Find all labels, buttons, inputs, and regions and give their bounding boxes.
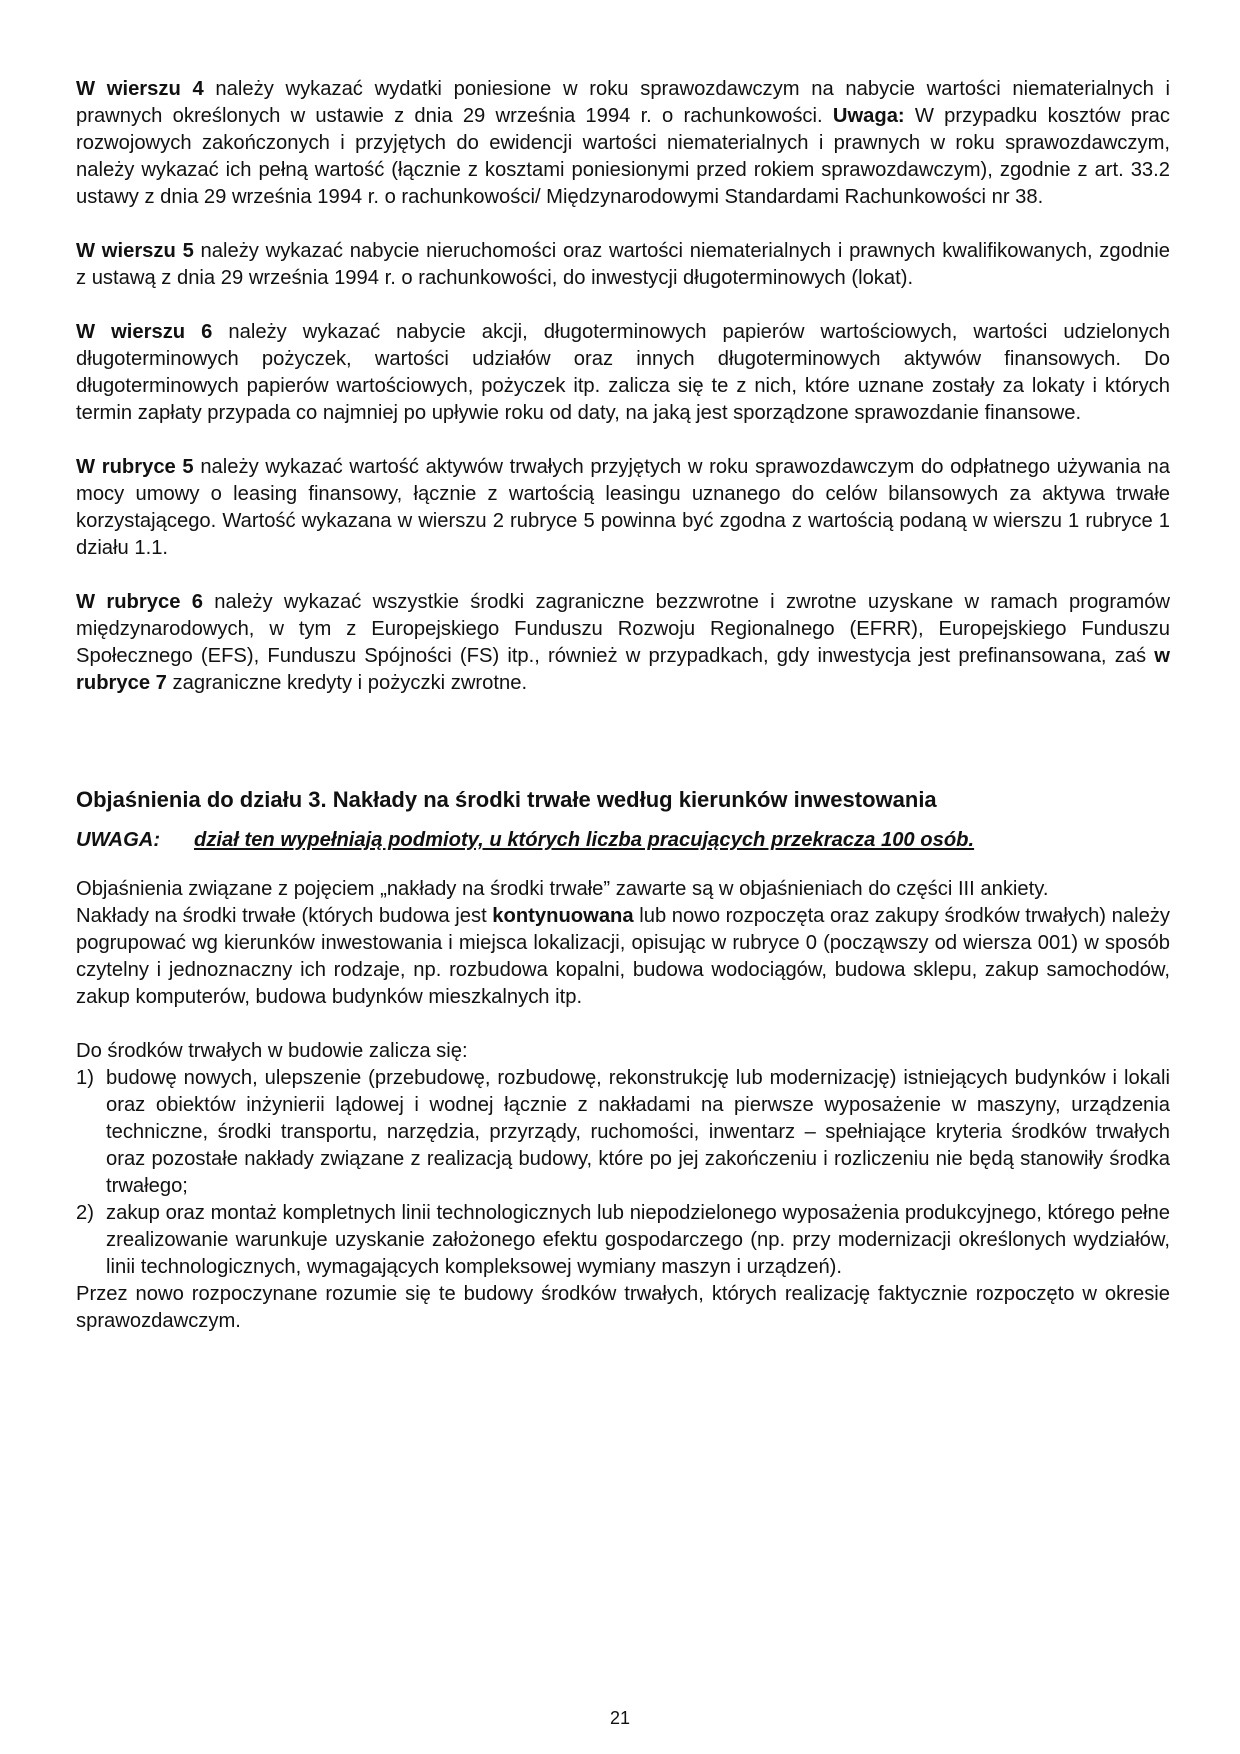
page-content [76,76,1170,1335]
paragraph-text: należy wykazać wydatki poniesione w roku sprawozdawczym na nabycie wartości niematerialnych i prawnych określonych w ustawie z dnia 29 września 1994 r. o rachunkowości. [76,78,1170,127]
uwaga-note [76,827,1170,854]
uwaga-note-label: UWAGA: [76,829,161,851]
paragraph-list-intro: Do środków trwałych w budowie zalicza się: [76,1040,468,1062]
paragraph-lead: W wierszu 5 [76,240,194,262]
paragraph-nowo-rozpoczynane: Przez nowo rozpoczynane rozumie się te budowy środków trwałych, których realizację faktycznie rozpoczęto w okresie sprawozdawczym. [76,1283,1170,1332]
paragraph-lead: W wierszu 4 [76,78,204,100]
paragraph-rubryka-5 [76,454,1170,562]
list-item-number: 1) [76,1067,94,1089]
list-item-text: budowę nowych, ulepszenie (przebudowę, rozbudowę, rekonstrukcję lub modernizację) istniejących budynków i lokali oraz obiektów inżynierii lądowej i wodnej łącznie z nakładami na pierwsze wyposażenie w maszyny, urządzenia techniczne, środki transportu, narzędzia, przyrządy, ruchomości, inwentarz – spełniające kryteria środków trwałych oraz pozostałe nakłady związane z realizacją budowy, które po jej zakończeniu i rozliczeniu nie będą stanowiły środka trwałego; [106,1067,1170,1197]
paragraph-text: należy wykazać nabycie nieruchomości oraz wartości niematerialnych i prawnych kwalifikowanych, zgodnie z ustawą z dnia 29 września 1994 r. o rachunkowości, do inwestycji długoterminowych (lokat). [76,240,1170,289]
paragraph-lead: W wierszu 6 [76,321,213,343]
paragraph-lead: W rubryce 6 [76,591,203,613]
section-heading: Objaśnienia do działu 3. Nakłady na środki trwałe według kierunków inwestowania [76,787,937,812]
paragraph-text: należy wykazać wartość aktywów trwałych przyjętych w roku sprawozdawczym do odpłatnego używania na mocy umowy o leasing finansowy, łącznie z wartością leasingu uznanego do celów bilansowych za aktywa trwałe korzystającego. Wartość wykazana w wierszu 2 rubryce 5 powinna być zgodna z wartością podaną w wierszu 1 rubryce 1 działu 1.1. [76,456,1170,559]
paragraph-text: należy wykazać wszystkie środki zagraniczne bezzwrotne i zwrotne uzyskane w ramach programów międzynarodowych, w tym z Europejskiego Funduszu Rozwoju Regionalnego (EFRR), Europejskiego Funduszu Społecznego (EFS), Funduszu Spójności (FS) itp., również w przypadkach, gdy inwestycja jest prefinansowana, zaś [76,591,1170,667]
paragraph-wiersz-4 [76,76,1170,211]
page-number: 21 [609,1708,631,1728]
paragraph-text: lub nowo rozpoczęta oraz zakupy środków trwałych) należy pogrupować wg kierunków inwestowania i miejsca lokalizacji, opisując w rubryce 0 (począwszy od wiersza 001) w sposób czytelny i jednoznaczny ich rodzaje, np. rozbudowa kopalni, budowa wodociągów, budowa sklepu, zakup samochodów, zakup komputerów, budowa budynków mieszkalnych itp. [76,905,1170,1008]
list-item [76,1065,1170,1200]
paragraph-text: zagraniczne kredyty i pożyczki zwrotne. [166,672,528,694]
paragraph-bold-inline: kontynuowana [492,905,634,927]
paragraph-wiersz-6 [76,319,1170,427]
uwaga-label: Uwaga: [832,105,905,127]
list-item-text: zakup oraz montaż kompletnych linii technologicznych lub niepodzielonego wyposażenia produkcyjnego, którego pełne zrealizowanie warunkuje uzyskanie założonego efektu gospodarczego (np. przy modernizacji określonych wydziałów, linii technologicznych, wymagających kompleksowej wymiany maszyn i urządzeń). [106,1202,1170,1278]
paragraph-bold-inline: w rubryce 7 [76,645,1170,694]
paragraph-naklady [76,903,1170,1011]
uwaga-note-text: dział ten wypełniają podmioty, u których liczba pracujących przekracza 100 osób. [194,829,975,851]
paragraph-lead: W rubryce 5 [76,456,194,478]
paragraph-wiersz-5 [76,238,1170,292]
paragraph-text: Nakłady na środki trwałe (których budowa jest [76,905,493,927]
paragraph-text: należy wykazać nabycie akcji, długoterminowych papierów wartościowych, wartości udzielonych długoterminowych pożyczek, wartości udziałów oraz innych długoterminowych aktywów finansowych. Do długoterminowych papierów wartościowych, pożyczek itp. zalicza się te z nich, które uznane zostały za lokaty i których termin zapłaty przypada co najmniej po upływie roku od daty, na jaką jest sporządzone sprawozdanie finansowe. [76,321,1171,424]
list-item [76,1200,1170,1281]
list-item-number: 2) [76,1202,94,1224]
paragraph-text: W przypadku kosztów prac rozwojowych zakończonych i przyjętych do ewidencji wartości niematerialnych i prawnych w roku sprawozdawczym, należy wykazać ich pełną wartość (łącznie z kosztami poniesionymi przed rokiem sprawozdawczym), zgodnie z art. 33.2 ustawy z dnia 29 września 1994 r. o rachunkowości/ Międzynarodowymi Standardami Rachunkowości nr 38. [76,105,1170,208]
numbered-list [76,1065,1170,1281]
paragraph-rubryka-6 [76,589,1170,697]
paragraph-objasnienia: Objaśnienia związane z pojęciem „nakłady na środki trwałe” zawarte są w objaśnieniach do części III ankiety. [76,878,1049,900]
